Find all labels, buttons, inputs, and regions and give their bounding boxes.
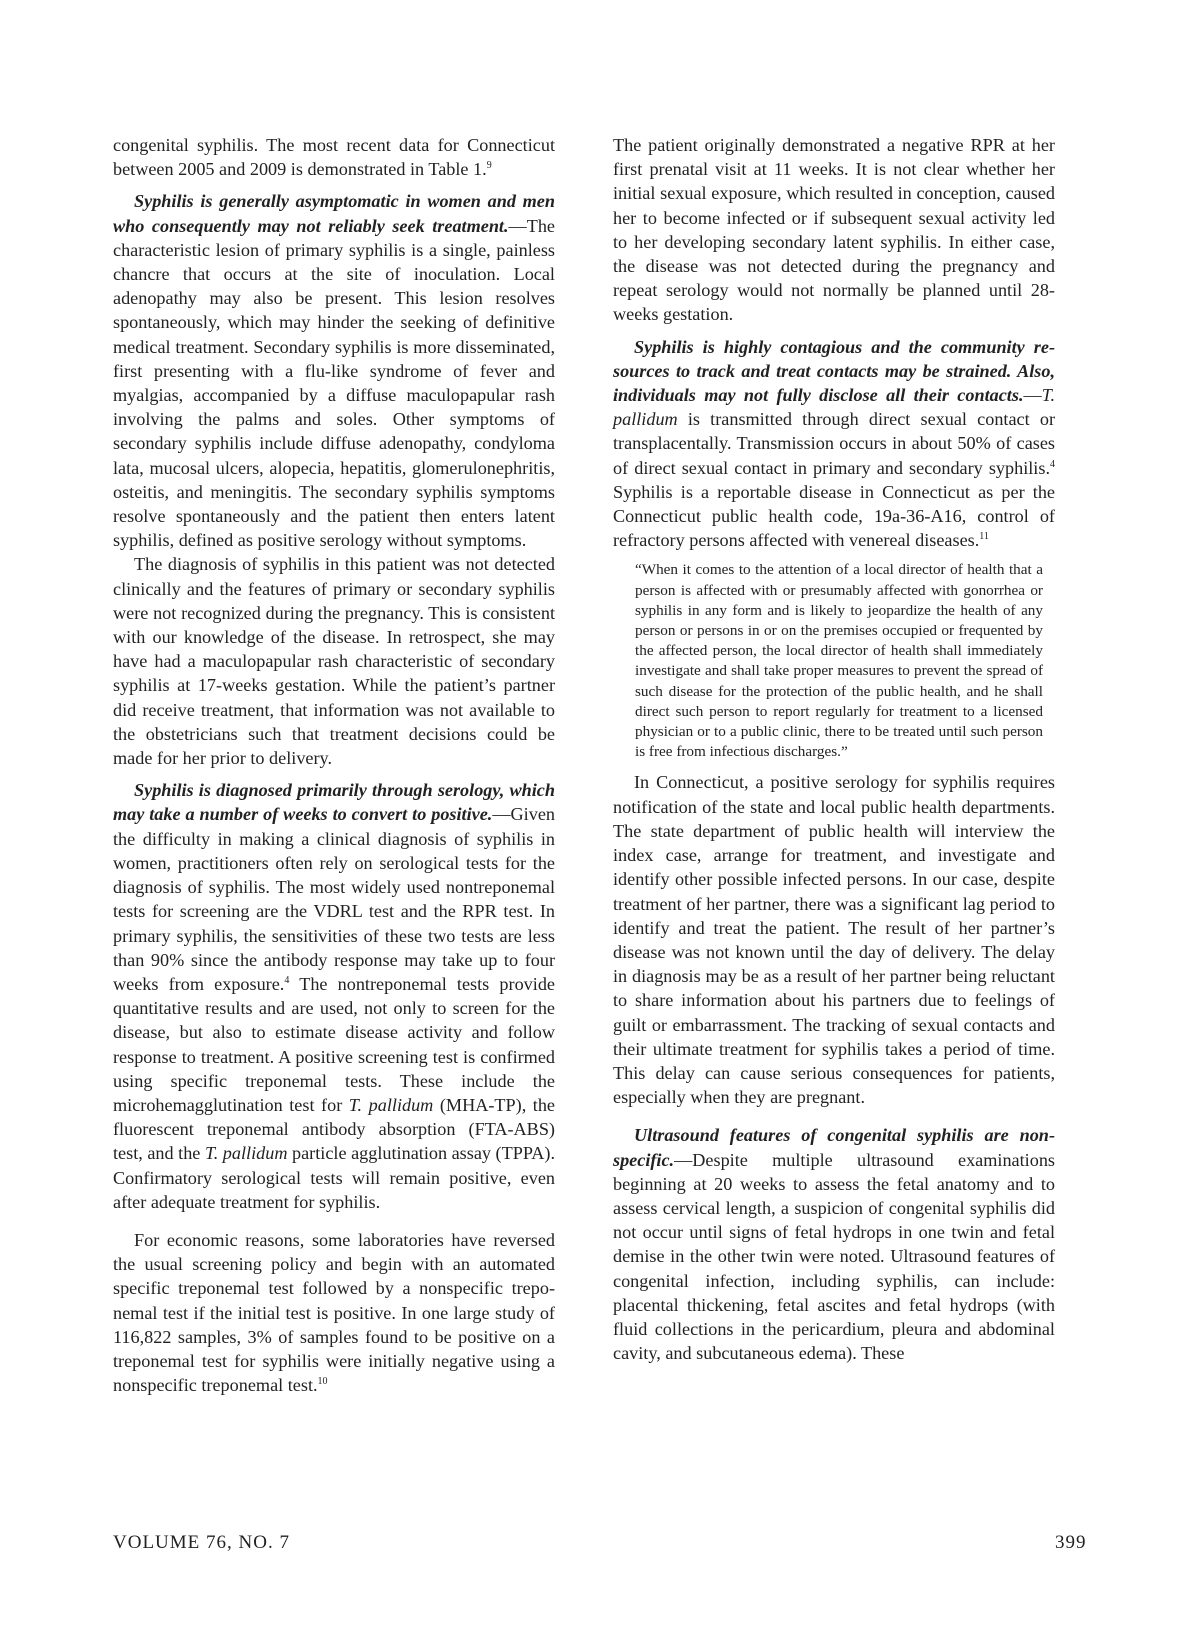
section-heading: Syphilis is diagnosed primarily through serology, which may take a number of weeks to convert to positive. bbox=[113, 780, 555, 825]
footer-volume: VOLUME 76, NO. 7 bbox=[113, 1532, 290, 1553]
italic-term: T. pallidum bbox=[613, 385, 1055, 430]
paragraph: Syphilis is generally asymptomatic in women and men who consequently may not reliably seek treatment.—The characteristic lesion of primary syphilis is a single, painless chancre that occurs at the site of inoculation. Local adenopathy may also be present. This lesion resolves spontaneously, which may hinder the seeking of definitive medical treatment. Secondary syphilis is more disseminated, first presenting with a flu-like syndrome of fever and myalgias, accompanied by a diffuse maculopapular rash involving the palms and soles. Other symptoms of secondary syphilis include diffuse adenopathy, condyloma lata, mucosal ulcers, alopecia, hepatitis, glomerulonephritis, osteitis, and meningitis. The secondary syphilis symptoms resolve spontaneously and the patient then enters latent syphilis, defined as positive serology without symptoms. bbox=[113, 191, 555, 551]
citation-ref: 11 bbox=[979, 531, 989, 543]
citation-ref: 4 bbox=[284, 974, 290, 986]
block-quote: “When it comes to the attention of a local director of health that a person is affected with or presumably affected with gonorrhea or syphilis in any form and is likely to jeopardize the health of any person or persons in or on the premises occupied or frequented by the affected person, the local director of health shall immediately investigate and shall take proper measures to prevent the spread of such disease for the protection of the public health, and he shall direct such person to report regularly for treatment to a licensed physician or to a public clinic, there to be treated until such person is free from infectious discharges.” bbox=[635, 561, 1043, 761]
footer-page-number: 399 bbox=[1055, 1532, 1087, 1553]
section-heading: Syphilis is highly contagious and the community resources to track and treat contacts may be strained. Also, individuals may not fully disclose all their contacts. bbox=[613, 336, 1055, 406]
paragraph: Ultrasound features of congenital syphilis are nonspecific.—Despite multiple ultrasound examinations beginning at 20 weeks to assess the fetal anatomy and to assess cervical length, a suspicion of congenital syphilis did not occur until signs of fetal hydrops in one twin and fetal demise in the other twin were noted. Ultrasound features of congenital infection, including syphilis, can include: placental thickening, fetal ascites and fetal hydrops (with fluid collections in the pericardium, pleura and abdominal cavity, and subcutaneous edema). These bbox=[613, 1125, 1055, 1364]
section-heading: Ultrasound features of congenital syphilis are nonspecific. bbox=[613, 1125, 1055, 1170]
paragraph: congenital syphilis. The most recent data for Connecticut between 2005 and 2009 is demonstrated in Table 1.$^9$ bbox=[113, 135, 555, 180]
right-column bbox=[613, 133, 1055, 1365]
italic-term: T. pallidum bbox=[204, 1143, 288, 1164]
citation-ref: 9 bbox=[486, 160, 492, 172]
paragraph: Syphilis is highly contagious and the community resources to track and treat contacts may be strained. Also, individuals may not fully disclose all their contacts.—T. pallidum is transmitted through direct sexual contact or transplacentally. Transmission occurs in about 50% of cases of direct sexual contact in primary and secondary syphilis.$^4$ Syphilis is a reportable disease in Connecticut as per the Connecticut public health code, 19a-36-A16, control of refractory persons affected with venereal diseases.$^{11}$ bbox=[613, 336, 1055, 551]
citation-ref: 4 bbox=[1050, 458, 1055, 470]
section-heading: Syphilis is generally asymptomatic in women and men who consequently may not reliably seek treatment. bbox=[113, 191, 555, 236]
citation-ref: 10 bbox=[317, 1376, 328, 1388]
paragraph: The patient originally demonstrated a negative RPR at her first prenatal visit at 11 weeks. It is not clear whether her initial sexual exposure, which resulted in conception, caused her to become infected or if subsequent sexual activity led to her developing secondary latent syphilis. In either case, the disease was not detected during the pregnancy and repeat serology would not normally be planned until 28-weeks gestation. bbox=[613, 135, 1055, 325]
paragraph: For economic reasons, some laboratories have reversed the usual screening policy and begin with an automated specific treponemal test followed by a nonspecific treponemal test if the initial test is positive. In one large study of 116,822 samples, 3% of samples found to be positive on a treponemal test for syphilis were initially negative using a nonspecific treponemal test.$^{10}$ bbox=[113, 1229, 555, 1396]
paragraph: In Connecticut, a positive serology for syphilis requires notification of the state and local public health departments. The state department of public health will interview the index case, arrange for treatment, and investigate and identify other possible infected persons. In our case, despite treatment of her partner, there was a significant lag period to identify and treat the patient. The result of her partner’s disease was not known until the day of delivery. The delay in diagnosis may be as a result of her partner being reluctant to share information about his partners due to feelings of guilt or embarrassment. The tracking of sexual contacts and their ultimate treatment for syphilis takes a period of time. This delay can cause serious consequences for patients, especially when they are pregnant. bbox=[613, 772, 1055, 1108]
paragraph: The diagnosis of syphilis in this patient was not detected clinically and the features of primary or secondary syphilis were not recognized during the pregnancy. This is consistent with our knowledge of the disease. In retrospect, she may have had a maculopapular rash characteristic of secondary syphilis at 17-weeks gestation. While the patient’s partner did receive treatment, that information was not available to the obstetricians such that treatment decisions could be made for her prior to delivery. bbox=[113, 554, 555, 769]
paragraph: Syphilis is diagnosed primarily through serology, which may take a number of weeks to convert to positive.—Given the difficulty in making a clinical diagnosis of syphilis in women, practitioners often rely on serological tests for the diagnosis of syphilis. The most widely used nontreponemal tests for screening are the VDRL test and the RPR test. In primary syphilis, the sensitivities of these two tests are less than 90% since the antibody response may take up to four weeks from exposure.$^4$ The nontreponemal tests provide quantitative results and are used, not only to screen for the disease, but also to estimate disease activity and follow response to treatment. A positive screening test is confirmed using specific treponemal tests. These include the microhemagglutination test for T. pallidum (MHA-TP), the fluorescent treponemal antibody absorption (FTA-ABS) test, and the T. pallidum particle agglutination assay (TPPA). Confirmatory serological tests will remain positive, even after adequate treatment for syphilis. bbox=[113, 780, 556, 1212]
italic-term: T. pallidum bbox=[348, 1094, 434, 1115]
left-column bbox=[113, 133, 555, 1397]
